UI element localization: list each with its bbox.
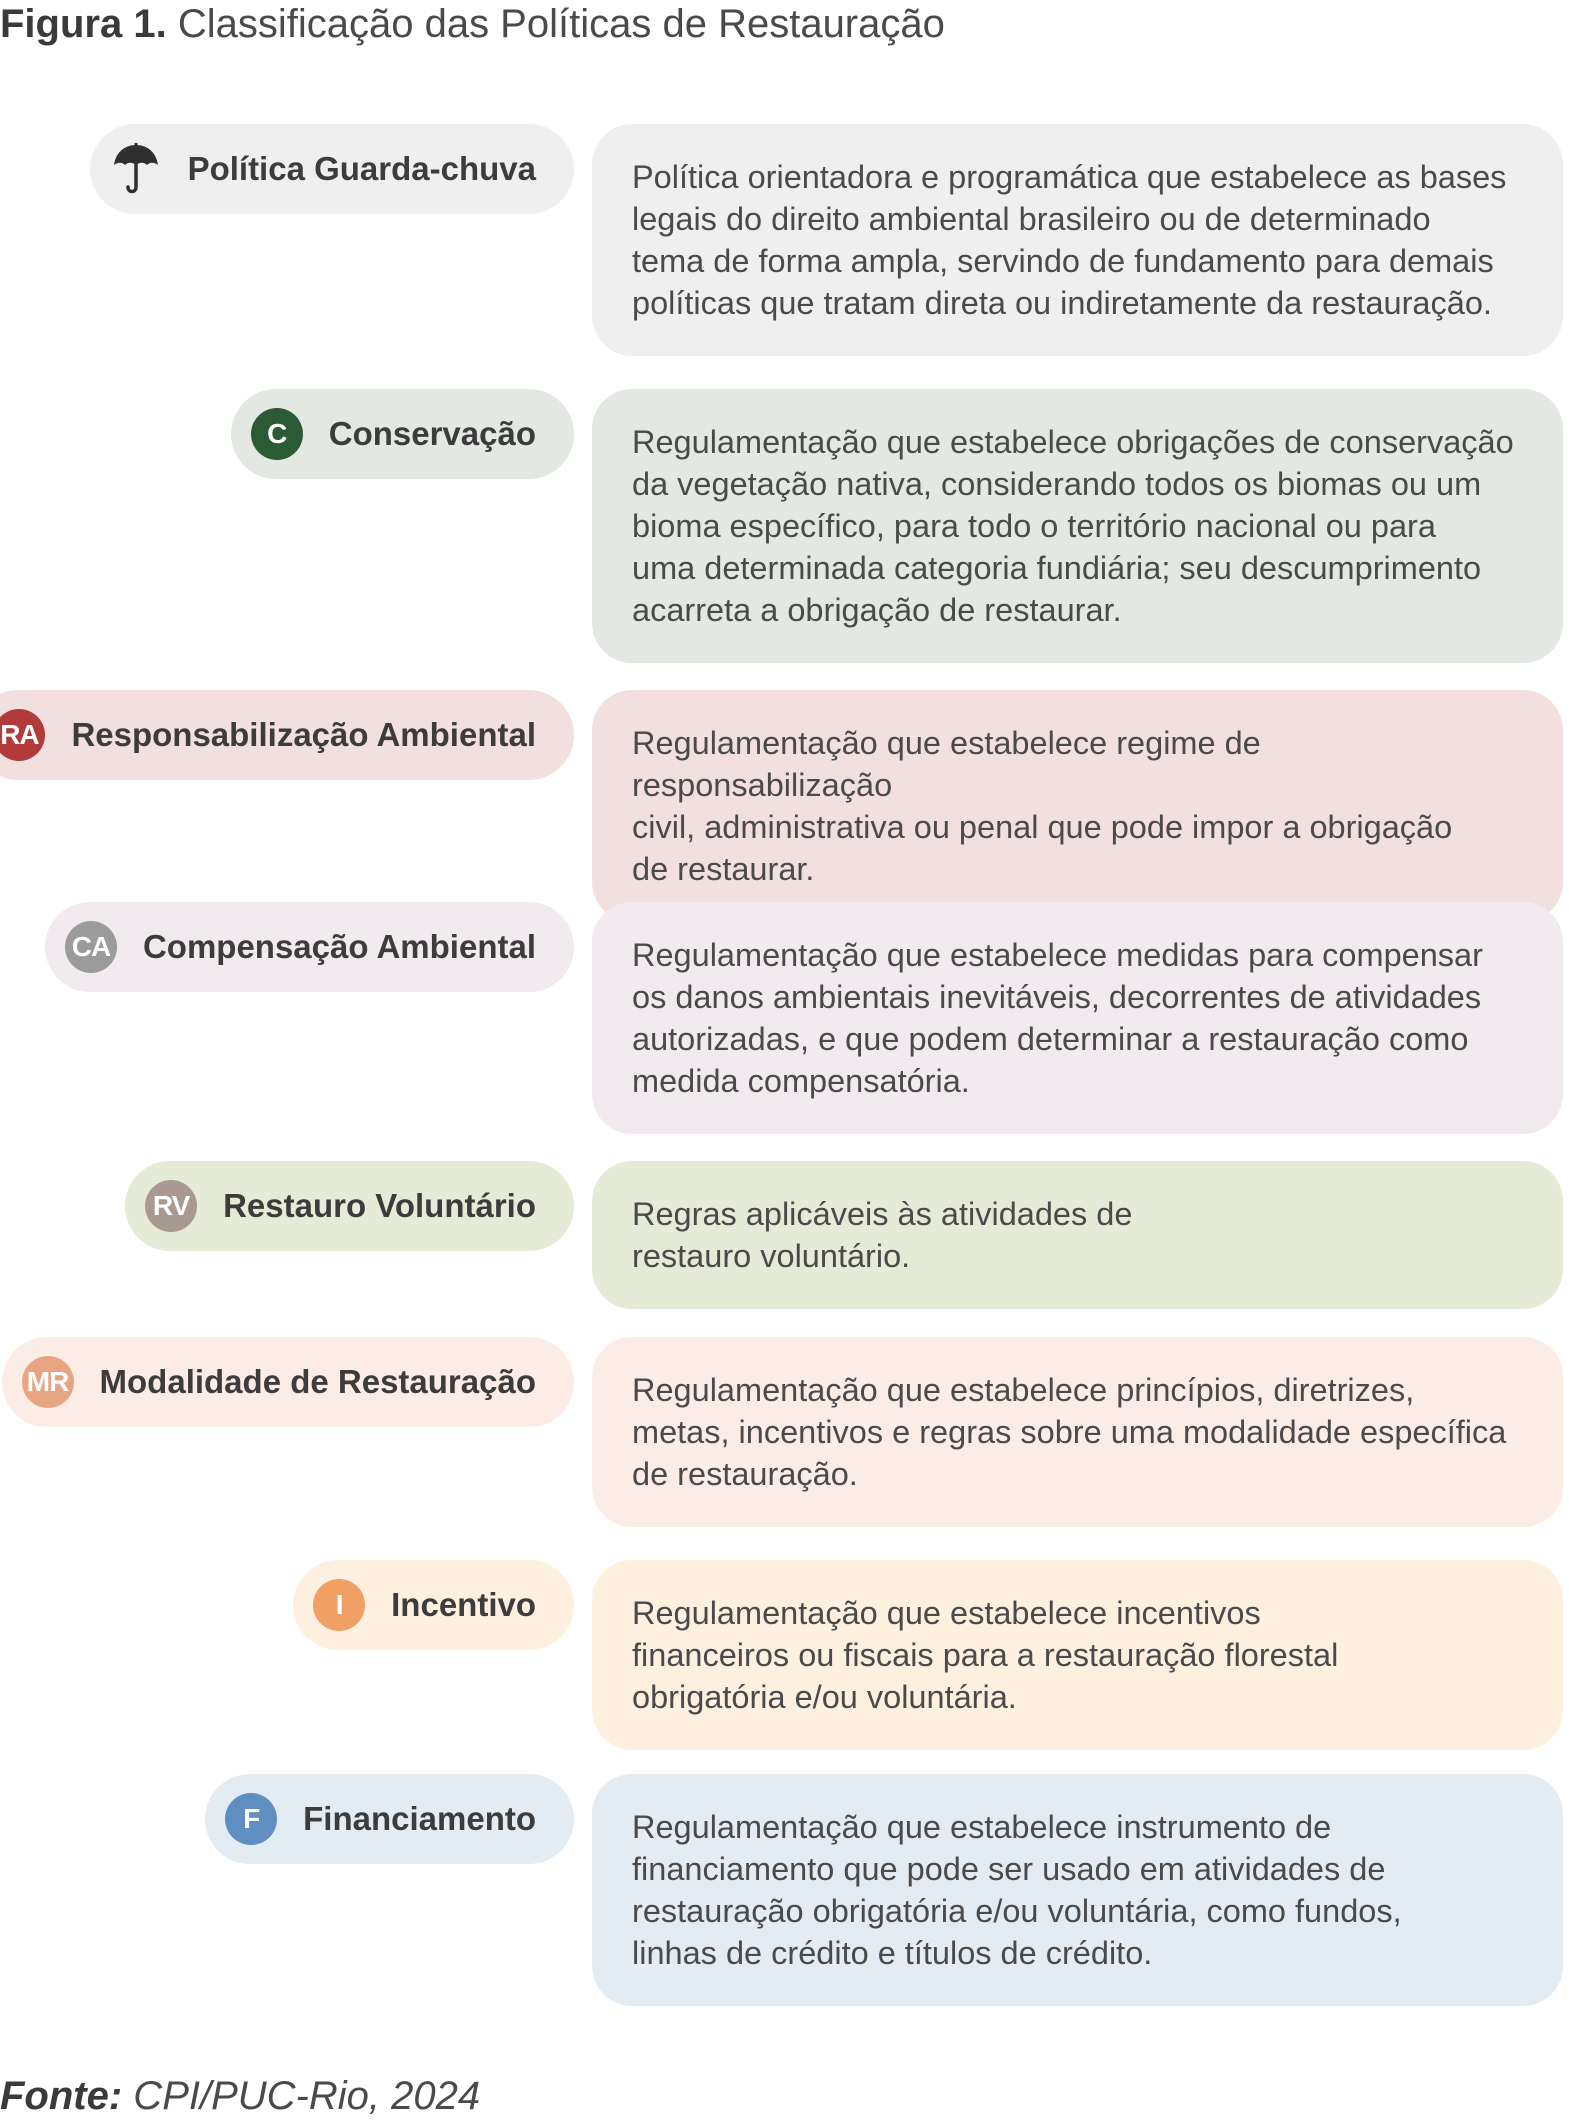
category-label: Política Guarda-chuva (187, 150, 536, 187)
figure-title (0, 0, 945, 50)
umbrella-icon (110, 143, 162, 195)
category-description: Regulamentação que estabelece princípios, diretrizes, metas, incentivos e regras sobre uma modalidade específica de restauração. (592, 1337, 1563, 1527)
category-description: Regulamentação que estabelece instrumento de financiamento que pode ser usado em atividades de restauração obrigatória e/ou voluntária, como fundos, linhas de crédito e títulos de crédito. (592, 1774, 1563, 2006)
category-description: Regulamentação que estabelece regime de responsabilização civil, administrativa ou penal que pode impor a obrigação de restaurar. (592, 690, 1563, 922)
category-description: Regulamentação que estabelece medidas para compensar os danos ambientais inevitáveis, decorrentes de atividades autorizadas, e que podem determinar a restauração como medida compensatória. (592, 902, 1563, 1134)
figure-title-prefix: Figura 1. (0, 2, 167, 46)
category-pill (231, 389, 574, 479)
category-label: Financiamento (303, 1800, 536, 1837)
category-pill (0, 690, 574, 780)
category-label: Restauro Voluntário (223, 1187, 536, 1224)
category-pill (90, 124, 574, 214)
category-pill (293, 1560, 574, 1650)
category-badge: CA (65, 921, 117, 973)
category-description: Regulamentação que estabelece incentivos financeiros ou fiscais para a restauração florestal obrigatória e/ou voluntária. (592, 1560, 1563, 1750)
category-label: Conservação (328, 415, 536, 452)
category-badge: MR (22, 1356, 74, 1408)
category-pill (205, 1774, 574, 1864)
category-badge: I (313, 1579, 365, 1631)
category-pill (125, 1161, 574, 1251)
source-label: Fonte: (0, 2074, 123, 2118)
category-label: Incentivo (391, 1586, 536, 1623)
category-badge: F (225, 1793, 277, 1845)
category-pill (45, 902, 574, 992)
category-badge: C (251, 408, 303, 460)
source-text: CPI/PUC-Rio, 2024 (122, 2074, 481, 2118)
source-note (0, 2072, 480, 2120)
category-description: Regras aplicáveis às atividades de restauro voluntário. (592, 1161, 1563, 1309)
category-pill (2, 1337, 574, 1427)
category-description: Política orientadora e programática que estabelece as bases legais do direito ambiental brasileiro ou de determinado tema de forma ampla, servindo de fundamento para demais políticas que tratam direta ou indiretamente da restauração. (592, 124, 1563, 356)
category-badge: RV (145, 1180, 197, 1232)
category-label: Responsabilização Ambiental (71, 716, 536, 753)
category-label: Modalidade de Restauração (99, 1363, 536, 1400)
figure-title-text: Classificação das Políticas de Restauração (166, 2, 945, 46)
category-badge: RA (0, 709, 45, 761)
category-label: Compensação Ambiental (142, 928, 536, 965)
category-description: Regulamentação que estabelece obrigações de conservação da vegetação nativa, considerando todos os biomas ou um bioma específico, para todo o território nacional ou para uma determinada categoria fundiária; seu descumprimento acarreta a obrigação de restaurar. (592, 389, 1563, 663)
